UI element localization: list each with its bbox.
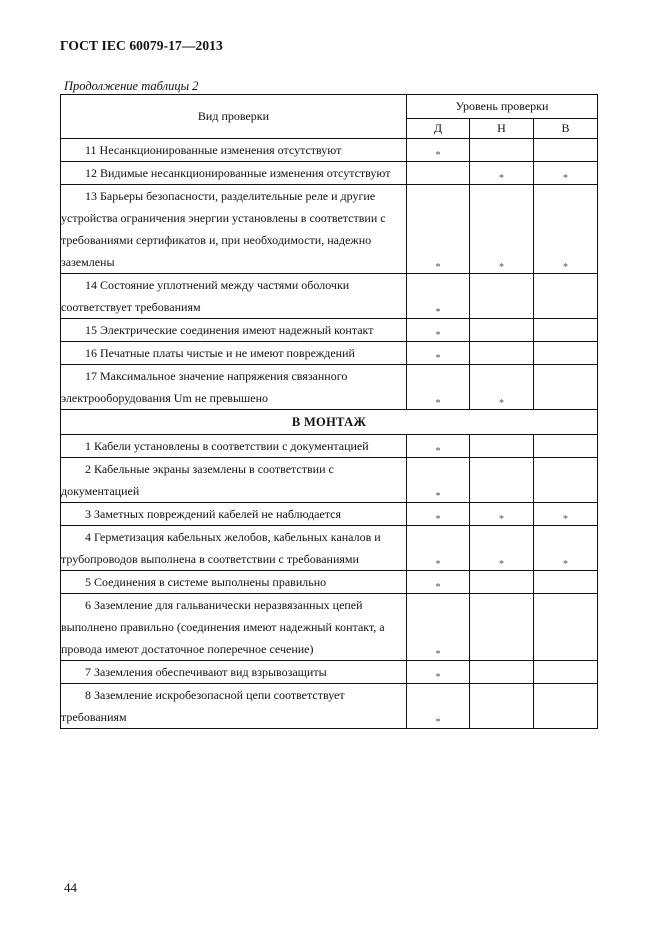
level-mark-n (470, 435, 534, 458)
check-description: 5 Соединения в системе выполнены правильно (61, 571, 407, 594)
level-mark-v: * (534, 526, 598, 571)
column-header-level-n: Н (470, 119, 534, 139)
level-mark-n: * (470, 365, 534, 410)
level-mark-d: * (407, 319, 470, 342)
table-row (61, 503, 598, 526)
level-mark-d (407, 162, 470, 185)
check-description: 7 Заземления обеспечивают вид взрывозащиты (61, 661, 407, 684)
level-mark-v: * (534, 185, 598, 274)
check-description: 15 Электрические соединения имеют надежный контакт (61, 319, 407, 342)
level-mark-d: * (407, 526, 470, 571)
level-mark-d: * (407, 594, 470, 661)
level-mark-v (534, 342, 598, 365)
level-mark-n (470, 684, 534, 729)
table-row (61, 185, 598, 274)
table-row (61, 139, 598, 162)
level-mark-d: * (407, 458, 470, 503)
level-mark-n (470, 594, 534, 661)
level-mark-d: * (407, 185, 470, 274)
table-row (61, 435, 598, 458)
column-header-level-v: В (534, 119, 598, 139)
level-mark-n (470, 661, 534, 684)
table-row (61, 684, 598, 729)
table-row (61, 162, 598, 185)
level-mark-v: * (534, 503, 598, 526)
level-mark-v (534, 365, 598, 410)
table-row (61, 365, 598, 410)
level-mark-d: * (407, 503, 470, 526)
document-header: ГОСТ IEC 60079-17—2013 (60, 38, 223, 53)
column-header-check-type: Вид проверки (61, 95, 407, 139)
level-mark-n (470, 274, 534, 319)
level-mark-v: * (534, 162, 598, 185)
check-description: 6 Заземление для гальванически неразвязанных цепей выполнено правильно (соединения имеют надежный контакт, а провода имеют достаточное поперечное сечение) (61, 594, 407, 661)
check-description: 11 Несанкционированные изменения отсутствуют (61, 139, 407, 162)
table-row (61, 274, 598, 319)
level-mark-d: * (407, 661, 470, 684)
table-row (61, 571, 598, 594)
level-mark-v (534, 274, 598, 319)
check-description: 12 Видимые несанкционированные изменения отсутствуют (61, 162, 407, 185)
level-mark-d: * (407, 365, 470, 410)
inspection-table (60, 94, 598, 729)
column-header-level: Уровень проверки (407, 95, 598, 119)
level-mark-n (470, 139, 534, 162)
level-mark-v (534, 435, 598, 458)
table-row (61, 342, 598, 365)
level-mark-d: * (407, 274, 470, 319)
table-row (61, 319, 598, 342)
table-caption: Продолжение таблицы 2 (64, 79, 199, 93)
check-description: 8 Заземление искробезопасной цепи соответствует требованиям (61, 684, 407, 729)
level-mark-d: * (407, 435, 470, 458)
level-mark-v (534, 319, 598, 342)
level-mark-v (534, 571, 598, 594)
level-mark-d: * (407, 684, 470, 729)
section-row (61, 410, 598, 435)
check-description: 13 Барьеры безопасности, разделительные реле и другие устройства ограничения энергии установлены в соответствии с требованиями сертификатов и, при необходимости, надежно заземлены (61, 185, 407, 274)
level-mark-n (470, 342, 534, 365)
section-title: В МОНТАЖ (61, 410, 598, 435)
level-mark-n: * (470, 185, 534, 274)
level-mark-v (534, 594, 598, 661)
check-description: 4 Герметизация кабельных желобов, кабельных каналов и трубопроводов выполнена в соответствии с требованиями (61, 526, 407, 571)
check-description: 2 Кабельные экраны заземлены в соответствии с документацией (61, 458, 407, 503)
table-row (61, 526, 598, 571)
level-mark-d: * (407, 342, 470, 365)
page-number: 44 (64, 880, 77, 895)
table-row (61, 594, 598, 661)
check-description: 14 Состояние уплотнений между частями оболочки соответствует требованиям (61, 274, 407, 319)
level-mark-n: * (470, 162, 534, 185)
check-description: 17 Максимальное значение напряжения связанного электрооборудования Um не превышено (61, 365, 407, 410)
level-mark-v (534, 139, 598, 162)
check-description: 16 Печатные платы чистые и не имеют повреждений (61, 342, 407, 365)
level-mark-n (470, 319, 534, 342)
table-row (61, 661, 598, 684)
level-mark-n (470, 458, 534, 503)
column-header-level-d: Д (407, 119, 470, 139)
level-mark-n (470, 571, 534, 594)
level-mark-v (534, 684, 598, 729)
level-mark-n: * (470, 503, 534, 526)
table-row (61, 458, 598, 503)
level-mark-v (534, 661, 598, 684)
level-mark-n: * (470, 526, 534, 571)
level-mark-v (534, 458, 598, 503)
level-mark-d: * (407, 571, 470, 594)
check-description: 1 Кабели установлены в соответствии с документацией (61, 435, 407, 458)
level-mark-d: * (407, 139, 470, 162)
check-description: 3 Заметных повреждений кабелей не наблюдается (61, 503, 407, 526)
table-body (61, 139, 598, 729)
